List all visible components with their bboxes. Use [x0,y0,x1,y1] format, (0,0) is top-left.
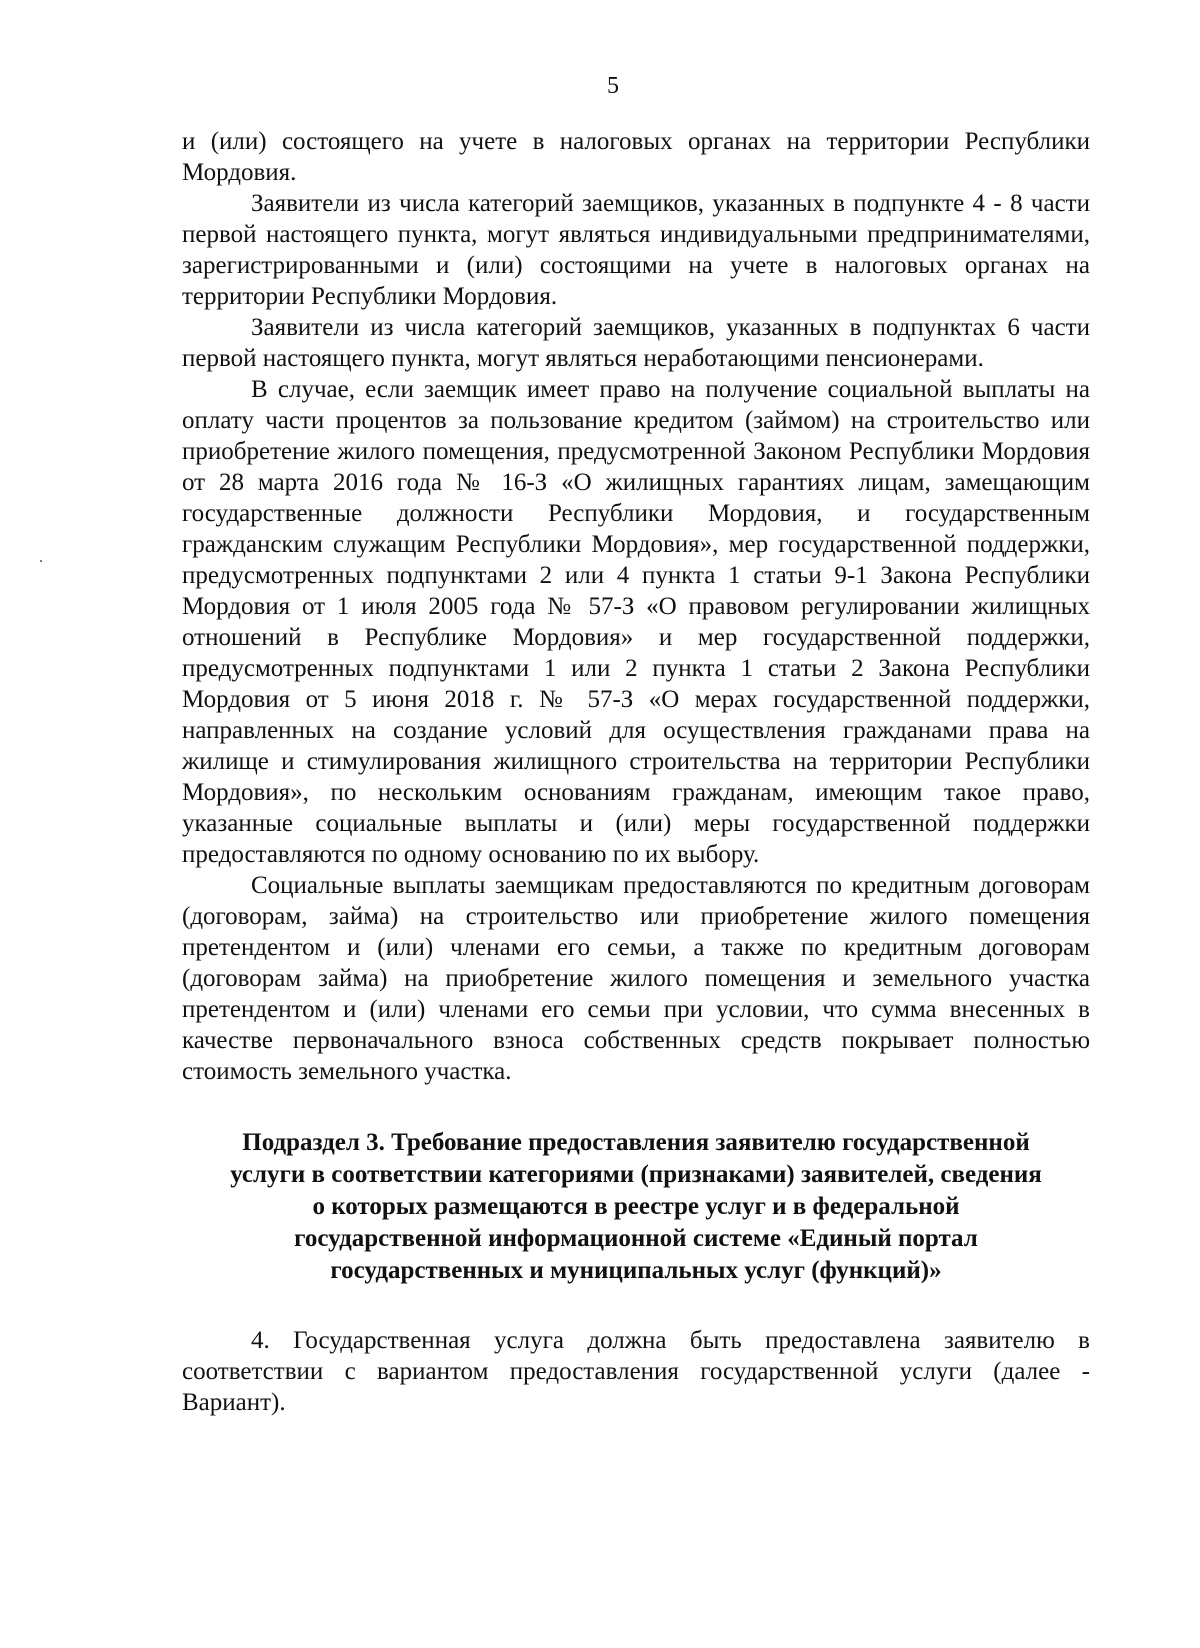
paragraph-social-payments: Социальные выплаты заемщикам предоставляются по кредитным договорам (договорам, займа) на строительство или приобретение жилого помещения претендентом и (или) членами его семьи, а также по кредитным договорам (договорам займа) на приобретение жилого помещения и земельного участка претендентом и (или) членами его семьи при условии, что сумма внесенных в качестве первоначального взноса собственных средств покрывает полностью стоимость земельного участка. [182,872,1090,1085]
document-body [182,126,1090,1418]
paragraph-multiple-grounds: В случае, если заемщик имеет право на получение социальной выплаты на оплату части процентов за пользование кредитом (займом) на строительство или приобретение жилого помещения, предусмотренной Законом Республики Мордовия от 28 марта 2016 года № 16-З «О жилищных гарантиях лицам, замещающим государственные должности Республики Мордовия, и государственным гражданским служащим Республики Мордовия», мер государственной поддержки, предусмотренных подпунктами 2 или 4 пункта 1 статьи 9-1 Закона Республики Мордовия от 1 июля 2005 года № 57-З «О правовом регулировании жилищных отношений в Республике Мордовия» и мер государственной поддержки, предусмотренных подпунктами 1 или 2 пункта 1 статьи 2 Закона Республики Мордовия от 5 июня 2018 г. № 57-З «О мерах государственной поддержки, направленных на создание условий для осуществления гражданами права на жилище и стимулирования жилищного строительства на территории Республики Мордовия», по нескольким основаниям гражданам, имеющим такое право, указанные социальные выплаты и (или) меры государственной поддержки предоставляются по одному основанию по их выбору. [182,376,1090,868]
scan-speck [40,560,42,562]
subsection-heading [182,1127,1090,1287]
heading-line: государственных и муниципальных услуг (функций)» [330,1257,942,1284]
paragraph-continuation: и (или) состоящего на учете в налоговых органах на территории Республики Мордовия. [182,128,1090,186]
page-number: 5 [607,73,619,99]
heading-line: Подраздел 3. Требование предоставления заявителю государственной [242,1129,1030,1156]
paragraph-applicants-entrepreneurs: Заявители из числа категорий заемщиков, указанных в подпункте 4 - 8 части первой настоящего пункта, могут являться индивидуальными предпринимателями, зарегистрированными и (или) состоящими на учете в налоговых органах на территории Республики Мордовия. [182,190,1090,310]
paragraph-item-4: 4. Государственная услуга должна быть предоставлена заявителю в соответствии с вариантом предоставления государственной услуги (далее - Вариант). [182,1327,1090,1416]
heading-line: о которых размещаются в реестре услуг и в федеральной [312,1193,960,1220]
paragraph-applicants-pensioners: Заявители из числа категорий заемщиков, указанных в подпунктах 6 части первой настоящего пункта, могут являться неработающими пенсионерами. [182,314,1090,372]
heading-line: услуги в соответствии категориями (признаками) заявителей, сведения [230,1161,1042,1188]
heading-line: государственной информационной системе «Единый портал [294,1225,978,1252]
